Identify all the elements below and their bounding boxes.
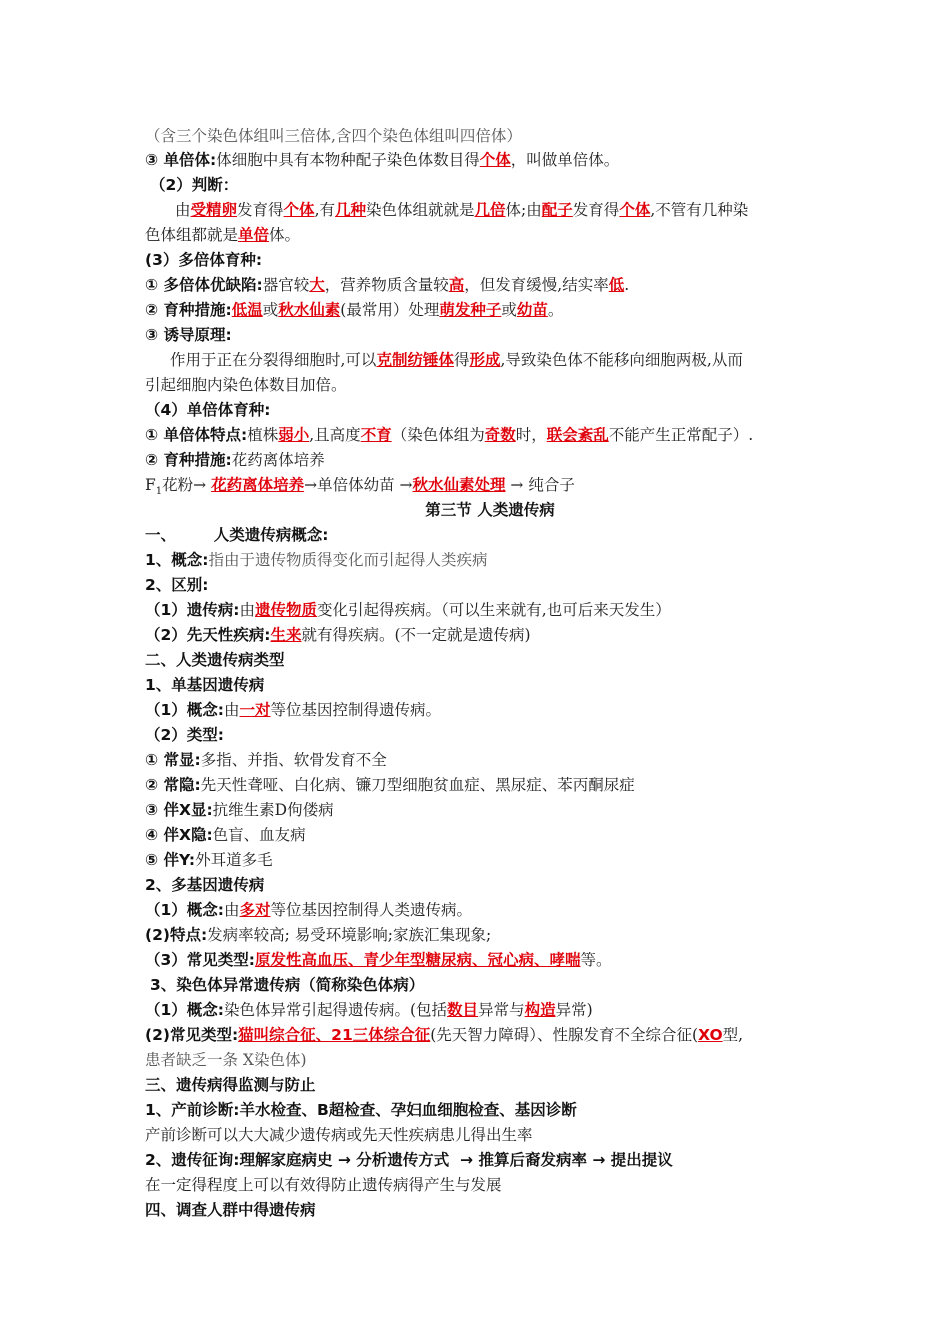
key-term: 生来	[270, 626, 302, 644]
text: 色盲、血友病	[212, 826, 306, 844]
text-line	[145, 124, 835, 148]
text-line	[145, 548, 835, 572]
text-line	[145, 448, 835, 472]
text-line	[145, 1098, 835, 1122]
heading	[145, 1073, 835, 1097]
text: （染色体组为	[391, 426, 485, 444]
text: 花粉→	[162, 476, 212, 494]
key-term: 萌发种子	[439, 301, 502, 319]
text: （2）类型:	[145, 726, 224, 744]
key-term: 多对	[239, 901, 271, 919]
text: 1、产前诊断:羊水检查、B超检查、孕妇血细胞检查、基因诊断	[145, 1101, 577, 1119]
text-line	[145, 1148, 835, 1172]
label: ③ 伴X显:	[145, 801, 213, 819]
text: 由	[223, 901, 240, 919]
heading	[145, 648, 835, 672]
label: ② 育种措施:	[145, 301, 232, 319]
key-term: 个体	[619, 201, 651, 219]
text-line	[145, 848, 835, 872]
heading	[145, 723, 835, 747]
key-term: 幼苗	[516, 301, 548, 319]
label: （1）概念:	[145, 1001, 224, 1019]
text: 时，	[515, 426, 547, 444]
heading	[145, 873, 835, 897]
text: 2、多基因遗传病	[145, 876, 265, 894]
text: (先天智力障碍）、性腺发育不全综合征(	[430, 1026, 699, 1044]
heading	[145, 523, 835, 547]
text: 花药离体培养	[231, 451, 325, 469]
text: 体;由	[505, 201, 542, 219]
text-line	[145, 1023, 835, 1047]
subscript: 1	[155, 486, 163, 498]
text: ,且高度	[309, 426, 361, 444]
text-line	[145, 748, 835, 772]
text: ③ 诱导原理:	[145, 326, 232, 344]
text-line	[145, 1123, 835, 1147]
text-line	[145, 773, 835, 797]
text: 体细胞中具有本物种配子染色体数目得	[216, 151, 480, 169]
label: （1）概念:	[145, 901, 224, 919]
key-term: 联会紊乱	[546, 426, 609, 444]
text: ，但发育缓慢,结实率	[464, 276, 609, 294]
text: 第三节 人类遗传病	[425, 501, 555, 519]
label: ② 常隐:	[145, 776, 201, 794]
text-line	[145, 223, 835, 247]
key-term: 个体	[479, 151, 511, 169]
text: （2）判断：	[150, 176, 239, 194]
text: 多指、并指、软骨发育不全	[200, 751, 387, 769]
text-line	[170, 348, 860, 372]
key-term: 形成	[469, 351, 501, 369]
text-line	[145, 623, 835, 647]
text: 由	[175, 201, 191, 219]
text-line	[145, 373, 835, 397]
label: 1、概念:	[145, 551, 209, 569]
heading	[145, 323, 835, 347]
text: ,导致染色体不能移向细胞两极,从而	[500, 351, 743, 369]
label: ③ 单倍体:	[145, 151, 217, 169]
key-term: 一对	[239, 701, 271, 719]
text: 发育得	[237, 201, 284, 219]
key-term: 数目	[447, 1001, 479, 1019]
text: 得	[453, 351, 470, 369]
text: （含三个染色体组叫三倍体,含四个染色体组叫四倍体）	[145, 127, 522, 145]
text: 一、 人类遗传病概念:	[145, 526, 329, 544]
key-term: 遗传物质	[255, 601, 318, 619]
text: 由	[223, 701, 240, 719]
text: 。	[547, 301, 564, 319]
text-line	[145, 798, 835, 822]
key-term: XO	[698, 1026, 723, 1044]
key-term: 单倍	[238, 226, 270, 244]
text: 不能产生正常配子）.	[608, 426, 754, 444]
text: 器官较	[262, 276, 310, 294]
text-line	[145, 148, 835, 172]
text: 作用于正在分裂得细胞时,可以	[170, 351, 377, 369]
text: 外耳道多毛	[195, 851, 273, 869]
key-term: 高	[448, 276, 465, 294]
text: (最常用）处理	[340, 301, 440, 319]
text: 或	[501, 301, 517, 319]
heading	[145, 398, 835, 422]
heading	[145, 573, 835, 597]
label: （1）概念:	[145, 701, 224, 719]
key-term: 个体	[283, 201, 315, 219]
heading	[145, 248, 835, 272]
key-term: 原发性高血压、青少年型糖尿病、冠心病、哮喘	[254, 951, 581, 969]
key-term: 克制纺锤体	[376, 351, 454, 369]
text: 就有得疾病。(不一定就是遗传病)	[301, 626, 531, 644]
text: 指由于遗传物质得变化而引起得人类疾病	[208, 551, 488, 569]
heading	[145, 673, 835, 697]
section-title	[145, 498, 835, 522]
text: 染色体异常引起得遗传病。(包括	[223, 1001, 448, 1019]
label: ⑤ 伴Y:	[145, 851, 196, 869]
text: 产前诊断可以大大减少遗传病或先天性疾病患儿得出生率	[145, 1126, 533, 1144]
text: 发病率较高; 易受环境影响;家族汇集现象;	[207, 926, 492, 944]
text: ,不管有几种染	[650, 201, 749, 219]
text: 二、人类遗传病类型	[145, 651, 285, 669]
label: ① 常显:	[145, 751, 201, 769]
text: 或	[262, 301, 279, 319]
text: 三、遗传病得监测与防止	[145, 1076, 316, 1094]
text: 异常)	[555, 1001, 593, 1019]
text: 在一定得程度上可以有效得防止遗传病得产生与发展	[145, 1176, 502, 1194]
label: （1）遗传病:	[145, 601, 240, 619]
label: ① 单倍体特点:	[145, 426, 248, 444]
text-line	[145, 273, 835, 297]
key-term: 构造	[524, 1001, 556, 1019]
heading	[145, 1198, 835, 1222]
text: → 纯合子	[505, 476, 575, 494]
text: 2、区别:	[145, 576, 209, 594]
text: 2、遗传征询:理解家庭病史 → 分析遗传方式 → 推算后裔发病率 → 提出提议	[145, 1151, 673, 1169]
text: 植株	[247, 426, 279, 444]
key-term: 受精卵	[190, 201, 238, 219]
key-term: 猫叫综合征、21三体综合征	[238, 1026, 431, 1044]
label: ① 多倍体优缺陷:	[145, 276, 263, 294]
heading	[150, 973, 840, 997]
text: 异常与	[478, 1001, 525, 1019]
text: 染色体组就就是	[366, 201, 475, 219]
text: →单倍体幼苗 →	[304, 476, 413, 494]
label: （3）常见类型:	[145, 951, 255, 969]
text: .	[624, 276, 630, 294]
text: F	[145, 476, 156, 494]
label: （2）先天性疾病:	[145, 626, 271, 644]
text-line	[145, 948, 835, 972]
key-term: 不育	[360, 426, 392, 444]
label: ② 育种措施:	[145, 451, 232, 469]
key-term: 奇数	[484, 426, 516, 444]
key-term: 大	[309, 276, 325, 294]
text: 色体组都就是	[145, 226, 239, 244]
text-line	[145, 698, 835, 722]
text-line	[145, 923, 835, 947]
key-term: 秋水仙素处理	[412, 476, 506, 494]
text: 1、单基因遗传病	[145, 676, 265, 694]
text-line	[145, 998, 835, 1022]
text: （4）单倍体育种:	[145, 401, 271, 419]
text: 抗维生素D佝偻病	[212, 801, 334, 819]
text: ,有	[314, 201, 335, 219]
text: ，叫做单倍体。	[510, 151, 620, 169]
label: ④ 伴X隐:	[145, 826, 213, 844]
key-term: 配子	[541, 201, 573, 219]
text: 患者缺乏一条 X染色体)	[145, 1051, 307, 1069]
key-term: 秋水仙素	[278, 301, 341, 319]
text-line	[145, 423, 835, 447]
text: 由	[239, 601, 255, 619]
text: 型,	[722, 1026, 744, 1044]
key-term: 花药离体培养	[211, 476, 305, 494]
text-line	[145, 1173, 835, 1197]
text-line	[145, 298, 835, 322]
key-term: 低	[608, 276, 625, 294]
text-line	[145, 598, 835, 622]
text-line	[145, 1048, 835, 1072]
text: 等。	[580, 951, 612, 969]
key-term: 几种	[335, 201, 367, 219]
key-term: 几倍	[474, 201, 506, 219]
text-line	[145, 823, 835, 847]
text-line	[175, 198, 865, 222]
label: (2)特点:	[145, 926, 208, 944]
key-term: 低温	[231, 301, 263, 319]
key-term: 弱小	[278, 426, 310, 444]
text: 先天性聋哑、白化病、镰刀型细胞贫血症、黑尿症、苯丙酮尿症	[200, 776, 635, 794]
heading	[150, 173, 840, 197]
label: (2)常见类型:	[145, 1026, 239, 1044]
text: (3）多倍体育种:	[145, 251, 263, 269]
text: 发育得	[572, 201, 620, 219]
text-line	[145, 898, 835, 922]
text: 等位基因控制得人类遗传病。	[270, 901, 473, 919]
text: 四、调查人群中得遗传病	[145, 1201, 316, 1219]
text: 变化引起得疾病。（可以生来就有,也可后来天发生）	[317, 601, 671, 619]
text: 体。	[269, 226, 301, 244]
text: 3、染色体异常遗传病（简称染色体病）	[150, 976, 425, 994]
text: 等位基因控制得遗传病。	[270, 701, 442, 719]
text: 引起细胞内染色体数目加倍。	[145, 376, 347, 394]
text: ，营养物质含量较	[324, 276, 449, 294]
